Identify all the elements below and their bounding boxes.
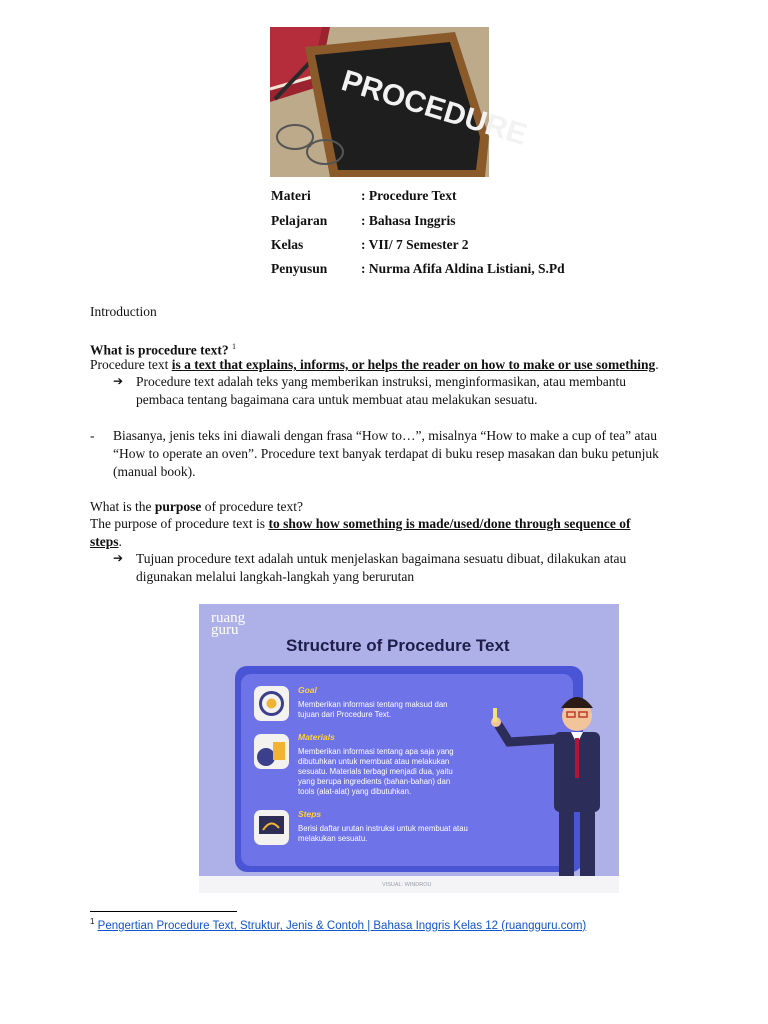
chalkboard-text: PROCEDURE (337, 64, 531, 152)
info-value: : Procedure Text (361, 188, 457, 203)
definition-bullet-line: pembaca tentang bagaimana cara untuk membuat atau melakukan sesuatu. (136, 392, 538, 407)
purpose-answer-lead: The purpose of procedure text is (90, 516, 269, 531)
info-key: Kelas (271, 237, 304, 252)
purpose-bullet-line: digunakan melalui langkah-langkah yang berurutan (136, 569, 415, 584)
definition-end: . (655, 357, 659, 372)
purpose-answer-line (90, 515, 631, 533)
visual-credit: VISUAL: WINDROU (382, 882, 432, 888)
materials-line: tools (alat-alat) yang dibutuhkan. (298, 787, 412, 796)
footnote-marker[interactable]: 1 (232, 342, 236, 351)
purpose-q-lead: What is the (90, 499, 155, 514)
arrow-bullet-icon: ➔ (113, 374, 124, 388)
steps-line: Berisi daftar urutan instruksi untuk membuat atau (298, 824, 468, 833)
purpose-bullet-line: Tujuan procedure text adalah untuk menjelaskan bagaimana sesuatu dibuat, dilakukan atau (136, 551, 627, 566)
goal-line: Memberikan informasi tentang maksud dan (298, 700, 448, 709)
ruangguru-logo (211, 612, 245, 636)
materials-line: yang berupa ingredients (bahan-bahan) dan (298, 777, 451, 786)
logo-line: ruang (211, 610, 246, 626)
infographic-title: Structure of Procedure Text (286, 636, 510, 655)
purpose-q-emphasis: purpose (154, 499, 202, 514)
purpose-answer-end: . (118, 534, 122, 549)
footnote (90, 914, 586, 934)
definition-sentence (90, 356, 659, 374)
dash-bullet: - (90, 428, 95, 443)
definition-emphasis: is a text that explains, informs, or helps the reader on how to make or use something (171, 357, 656, 372)
materials-block (298, 732, 454, 797)
arrow-bullet-icon: ➔ (113, 551, 124, 565)
dash-line: (manual book). (113, 464, 196, 479)
steps-line: melakukan sesuatu. (298, 834, 368, 843)
materials-title: Materials (298, 732, 335, 742)
steps-title: Steps (298, 809, 322, 819)
materials-line: sesuatu. Materials terbagi menjadi dua, yaitu (298, 767, 453, 776)
footnote-number: 1 (90, 917, 95, 926)
footnote-separator (90, 911, 237, 912)
info-value: : VII/ 7 Semester 2 (361, 237, 469, 252)
chalkboard-image (270, 27, 531, 177)
goal-block (298, 685, 448, 720)
info-key: Pelajaran (271, 213, 328, 228)
materials-line: Memberikan informasi tentang apa saja yang (298, 747, 454, 756)
info-value: : Bahasa Inggris (361, 213, 456, 228)
dash-line: “How to operate an oven”. Procedure text banyak terdapat di buku resep masakan dan buku petunjuk (113, 446, 659, 461)
footnote-link[interactable]: Pengertian Procedure Text, Struktur, Jenis & Contoh | Bahasa Inggris Kelas 12 (ruangguru.com) (97, 919, 587, 932)
definition-lead: Procedure text (90, 357, 172, 372)
procedure-chalkboard-image (270, 27, 531, 177)
goal-title: Goal (298, 685, 317, 695)
purpose-q-end: of procedure text? (201, 499, 303, 514)
info-key: Materi (271, 188, 311, 203)
purpose-answer-emphasis: steps (90, 534, 119, 549)
purpose-question (90, 498, 303, 516)
info-key: Penyusun (271, 261, 328, 276)
purpose-answer-emphasis: to show how something is made/used/done through sequence of (268, 516, 631, 531)
procedure-structure-infographic (199, 604, 619, 893)
goal-line: tujuan dari Procedure Text. (298, 710, 392, 719)
steps-block (298, 809, 468, 844)
purpose-answer-line (90, 533, 122, 551)
question-text: What is procedure text? (90, 342, 229, 358)
info-value: : Nurma Afifa Aldina Listiani, S.Pd (361, 261, 565, 276)
materials-line: dibutuhkan untuk membuat atau melakukan (298, 757, 450, 766)
logo-line: guru (211, 622, 239, 638)
definition-bullet-line: Procedure text adalah teks yang memberikan instruksi, menginformasikan, atau membantu (136, 374, 626, 389)
intro-heading: Introduction (90, 304, 157, 319)
dash-line: Biasanya, jenis teks ini diawali dengan frasa “How to…”, misalnya “How to make a cup of tea” atau (113, 428, 657, 443)
